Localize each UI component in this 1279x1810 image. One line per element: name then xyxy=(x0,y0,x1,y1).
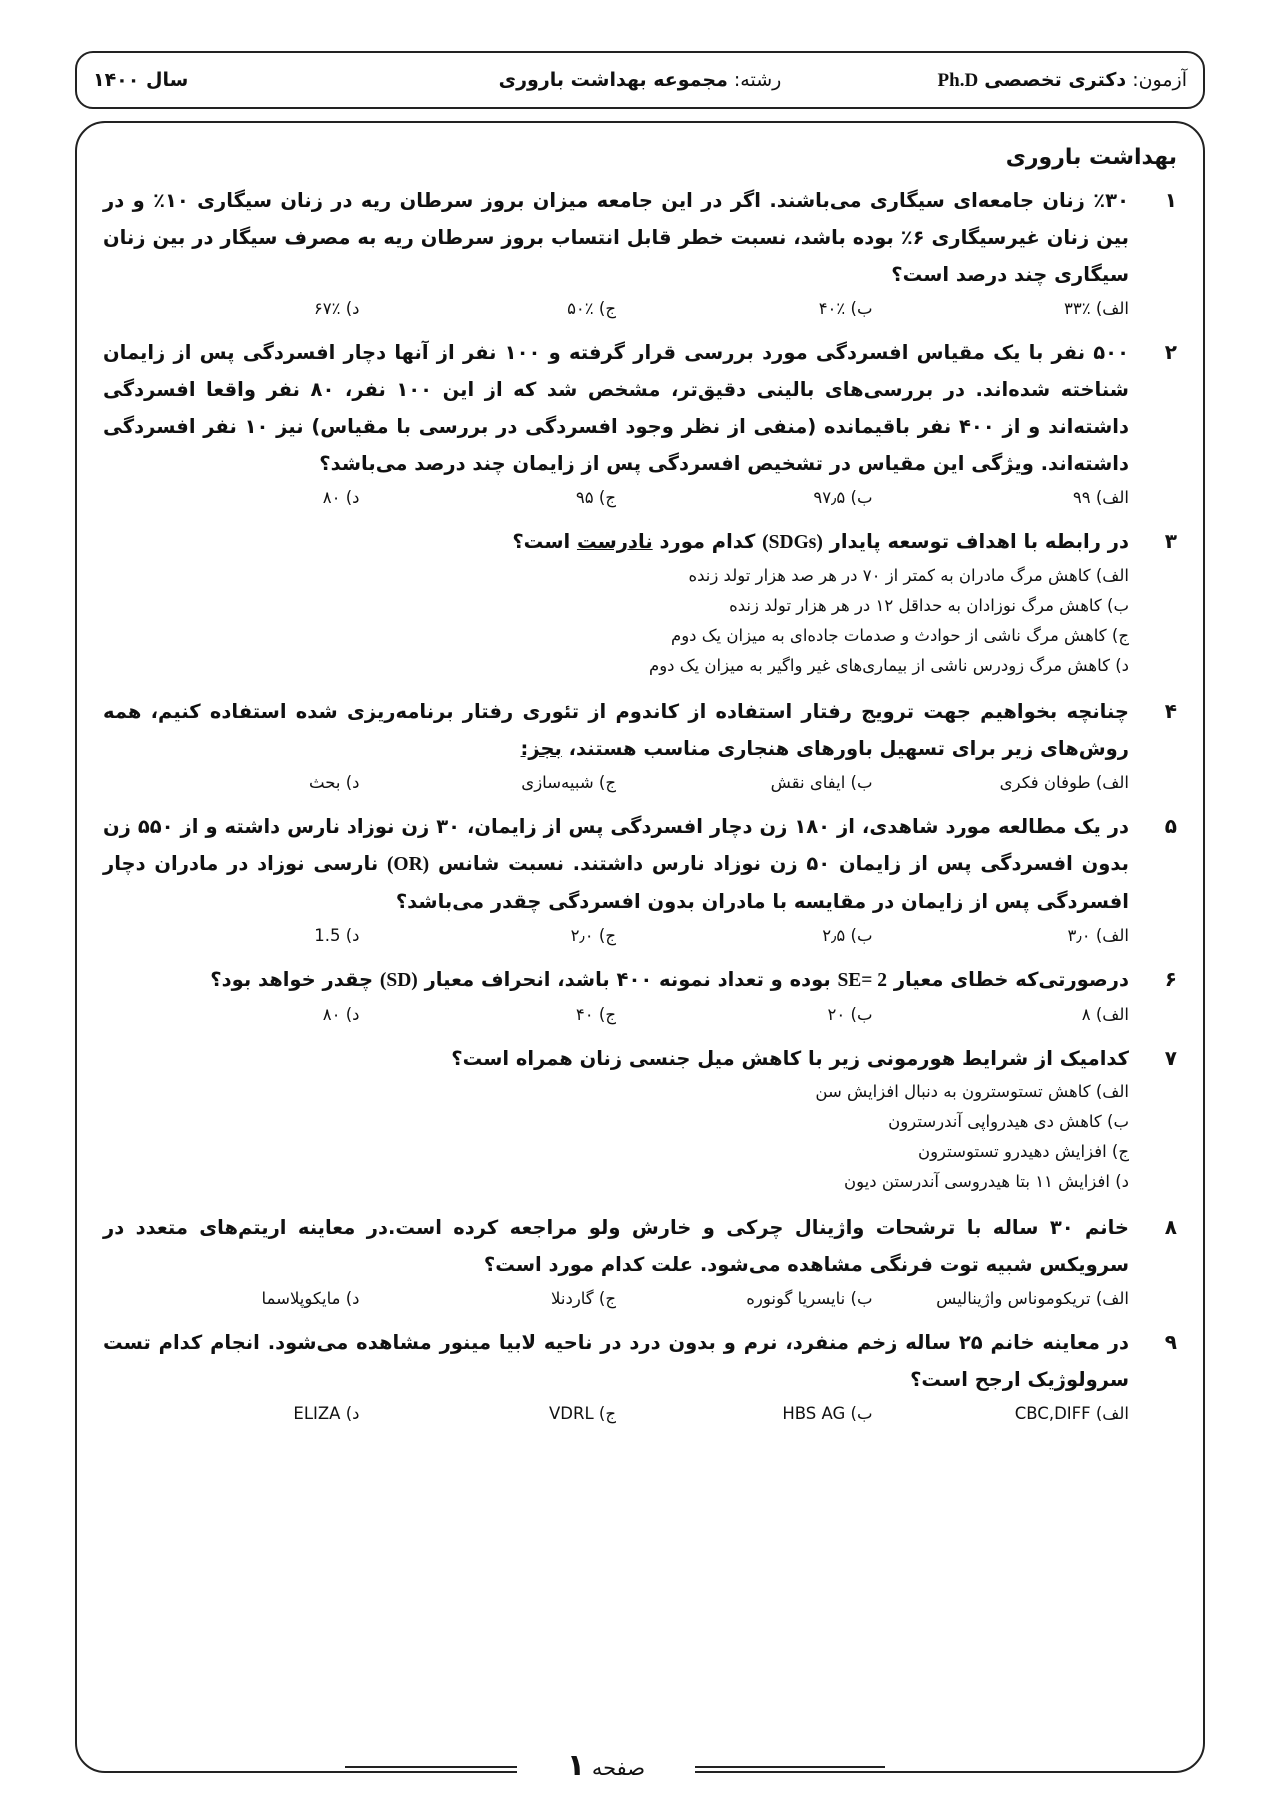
option-a[interactable]: الف) کاهش مرگ مادران به کمتر از ۷۰ در هر صد هزار تولد زنده xyxy=(688,566,1129,585)
question-text-part: چقدر خواهد بود؟ xyxy=(210,968,380,991)
emphasis-incorrect: نادرست xyxy=(576,530,653,553)
question-text: در معاینه خانم ۲۵ ساله زخم منفرد، نرم و بدون درد در ناحیه لابیا مینور مشاهده می‌شود. انجام کدام تست سرولوژیک ارجح است؟ xyxy=(103,1331,1130,1391)
footer-divider xyxy=(345,1766,517,1768)
page-indicator xyxy=(517,1746,695,1788)
option-b[interactable]: ب) ۲۰ xyxy=(827,1005,873,1024)
question-text: کدامیک از شرایط هورمونی زیر با کاهش میل جنسی زنان همراه است؟ xyxy=(451,1047,1129,1070)
option-d[interactable]: د) افزایش ۱۱ بتا هیدروسی آندرستن دیون xyxy=(844,1172,1129,1191)
question-number: ۵ xyxy=(1164,814,1177,838)
question-number: ۱ xyxy=(1164,188,1177,212)
option-a[interactable]: الف) ۸ xyxy=(1081,1005,1129,1024)
exam-year: سال ۱۴۰۰ xyxy=(92,69,189,91)
options-row xyxy=(103,769,1129,796)
option-c[interactable]: ج) شبیه‌سازی xyxy=(521,773,616,792)
field-label: رشته: xyxy=(733,69,782,91)
question-number: ۴ xyxy=(1164,699,1177,723)
question-3 xyxy=(103,523,1177,681)
se-term: SE= 2 xyxy=(837,970,888,991)
question-5 xyxy=(103,808,1177,949)
exam-value: دکتری تخصصی xyxy=(984,68,1127,91)
question-text-part: درصورتی‌که خطای معیار xyxy=(887,968,1129,991)
option-a[interactable]: الف) CBC,DIFF xyxy=(1014,1404,1129,1423)
options-row xyxy=(103,1400,1129,1427)
question-text: ٪۳۰ زنان جامعه‌ای سیگاری می‌باشند. اگر در این جامعه میزان بروز سرطان ریه در زنان سیگاری ۱۰٪ و در بین زنان غیرسیگاری ۶٪ بوده باشد، نسبت خطر قابل انتساب بروز سرطان ریه به مصرف سیگار در بین زنان سیگاری چند درصد است؟ xyxy=(103,189,1129,286)
option-c[interactable]: ج) ۴۰ xyxy=(575,1005,616,1024)
options-row xyxy=(103,1285,1129,1312)
question-text xyxy=(103,961,1129,999)
option-d[interactable]: د) مایکوپلاسما xyxy=(261,1289,360,1308)
question-text: ۵۰۰ نفر با یک مقیاس افسردگی مورد بررسی قرار گرفته و ۱۰۰ نفر از آنها دچار افسردگی پس از زایمان شناخته شده‌اند. در بررسی‌های بالینی دقیق‌تر، مشخص شد که از این ۱۰۰ نفر، ۸۰ نفر واقعا افسردگی داشته‌اند و از ۴۰۰ نفر باقیمانده (منفی از نظر وجود افسردگی در بررسی با مقیاس) نیز ۱۰ نفر افسردگی داشته‌اند. ویژگی این مقیاس در تشخیص افسردگی پس از زایمان چند درصد می‌باشد؟ xyxy=(103,341,1129,475)
options-row xyxy=(103,484,1129,511)
option-b[interactable]: ب) ٪۴۰ xyxy=(818,299,873,318)
question-number: ۹ xyxy=(1164,1330,1177,1354)
option-b[interactable]: ب) کاهش دی هیدرواپی آندرسترون xyxy=(888,1112,1129,1131)
option-b[interactable]: ب) ۲٫۵ xyxy=(822,926,873,945)
option-a[interactable]: الف) ٪۳۳ xyxy=(1064,299,1129,318)
emphasis-except: بجز: xyxy=(520,737,562,760)
question-2 xyxy=(103,334,1177,511)
option-c[interactable]: ج) کاهش مرگ ناشی از حوادث و صدمات جاده‌ای به میزان یک دوم xyxy=(670,626,1129,645)
question-number: ۲ xyxy=(1164,340,1177,364)
questions-panel xyxy=(75,121,1205,1773)
question-text: خانم ۳۰ ساله با ترشحات واژینال چرکی و خارش ولو مراجعه کرده است.در معاینه اریتم‌های متعدد در سرویکس شبیه توت فرنگی مشاهده می‌شود. علت کدام مورد است؟ xyxy=(103,1216,1129,1276)
section-title: بهداشت باروری xyxy=(1005,145,1177,170)
page-footer xyxy=(75,1746,1205,1786)
field-info xyxy=(458,69,823,91)
exam-info xyxy=(822,69,1187,92)
question-text-part: کدام مورد xyxy=(652,530,763,553)
option-b[interactable]: ب) نایسریا گونوره xyxy=(746,1289,873,1308)
question-1 xyxy=(103,182,1177,322)
option-a[interactable]: الف) ۳٫۰ xyxy=(1067,926,1129,945)
option-b[interactable]: ب) کاهش مرگ نوزادان به حداقل ۱۲ در هر هزار تولد زنده xyxy=(729,596,1129,615)
option-c[interactable]: ج) افزایش دهیدرو تستوسترون xyxy=(917,1142,1129,1161)
options-row xyxy=(103,922,1129,949)
option-a[interactable]: الف) ۹۹ xyxy=(1072,488,1129,507)
sdgs-term: (SDGs) xyxy=(762,532,823,553)
page-label: صفحه xyxy=(591,1756,646,1780)
option-c[interactable]: ج) VDRL xyxy=(549,1404,616,1423)
question-text-part: نارسی نوزاد در مادران دچار افسردگی پس از زایمان در مقایسه با مادران بدون افسردگی چقدر می‌باشد؟ xyxy=(103,852,1129,913)
question-number: ۷ xyxy=(1164,1046,1177,1070)
option-c[interactable]: ج) ۹۵ xyxy=(575,488,616,507)
option-d[interactable]: د) ٪۶۷ xyxy=(313,299,360,318)
question-number: ۳ xyxy=(1164,529,1177,553)
question-text xyxy=(103,808,1129,920)
question-text xyxy=(103,693,1129,767)
option-b[interactable]: ب) HBS AG xyxy=(782,1404,873,1423)
question-4 xyxy=(103,693,1177,796)
option-a[interactable]: الف) طوفان فکری xyxy=(999,773,1129,792)
option-b[interactable]: ب) ایفای نقش xyxy=(770,773,873,792)
exam-label: آزمون: xyxy=(1132,68,1187,91)
options-row xyxy=(103,1001,1129,1028)
option-b[interactable]: ب) ۹۷٫۵ xyxy=(813,488,873,507)
exam-header xyxy=(75,51,1205,109)
question-number: ۸ xyxy=(1164,1215,1177,1239)
exam-degree: Ph.D xyxy=(937,69,979,91)
question-9 xyxy=(103,1324,1177,1427)
option-c[interactable]: ج) ۲٫۰ xyxy=(570,926,616,945)
or-term: (OR) xyxy=(386,854,430,875)
question-text-part: در یک مطالعه مورد شاهدی، از ۱۸۰ زن دچار افسردگی پس از زایمان، ۳۰ زن نوزاد نارس داشته و از ۵۵۰ زن بدون افسردگی پس از زایمان ۵۰ زن نوزاد نارس داشتند. نسبت شانس xyxy=(103,815,1129,875)
question-text-part: چنانچه بخواهیم جهت ترویج رفتار استفاده از کاندوم از تئوری رفتار برنامه‌ریزی شده استفاده کنیم، همه روش‌های زیر برای تسهیل باورهای هنجاری مناسب هستند، xyxy=(103,700,1129,760)
page-number: ۱ xyxy=(566,1748,586,1783)
option-d[interactable]: د) ۸۰ xyxy=(322,488,360,507)
option-d[interactable]: د) کاهش مرگ زودرس ناشی از بیماری‌های غیر واگیر به میزان یک دوم xyxy=(648,656,1129,675)
question-text-part: است؟ xyxy=(512,530,577,553)
question-6 xyxy=(103,961,1177,1028)
option-d[interactable]: د) ELIZA xyxy=(293,1404,360,1423)
sd-term: (SD) xyxy=(379,970,418,991)
options-list xyxy=(103,1077,1129,1197)
option-c[interactable]: ج) گاردنلا xyxy=(551,1289,616,1308)
question-8 xyxy=(103,1209,1177,1312)
question-text-part: در رابطه با اهداف توسعه پایدار xyxy=(822,530,1129,553)
question-7 xyxy=(103,1040,1177,1197)
question-text xyxy=(103,523,1129,561)
options-list xyxy=(103,561,1129,681)
option-a[interactable]: الف) تریکوموناس واژینالیس xyxy=(936,1289,1129,1308)
option-d[interactable]: د) بحث xyxy=(309,773,360,792)
option-d[interactable]: د) ۸۰ xyxy=(322,1005,360,1024)
question-text-part: بوده و تعداد نمونه ۴۰۰ باشد، انحراف معیار xyxy=(417,968,838,991)
option-d[interactable]: د) 1.5 xyxy=(314,926,360,945)
question-number: ۶ xyxy=(1164,967,1177,991)
footer-divider xyxy=(695,1766,885,1768)
options-row xyxy=(103,295,1129,322)
field-value: مجموعه بهداشت باروری xyxy=(498,69,728,91)
option-a[interactable]: الف) کاهش تستوسترون به دنبال افزایش سن xyxy=(815,1082,1129,1101)
option-c[interactable]: ج) ٪۵۰ xyxy=(567,299,616,318)
